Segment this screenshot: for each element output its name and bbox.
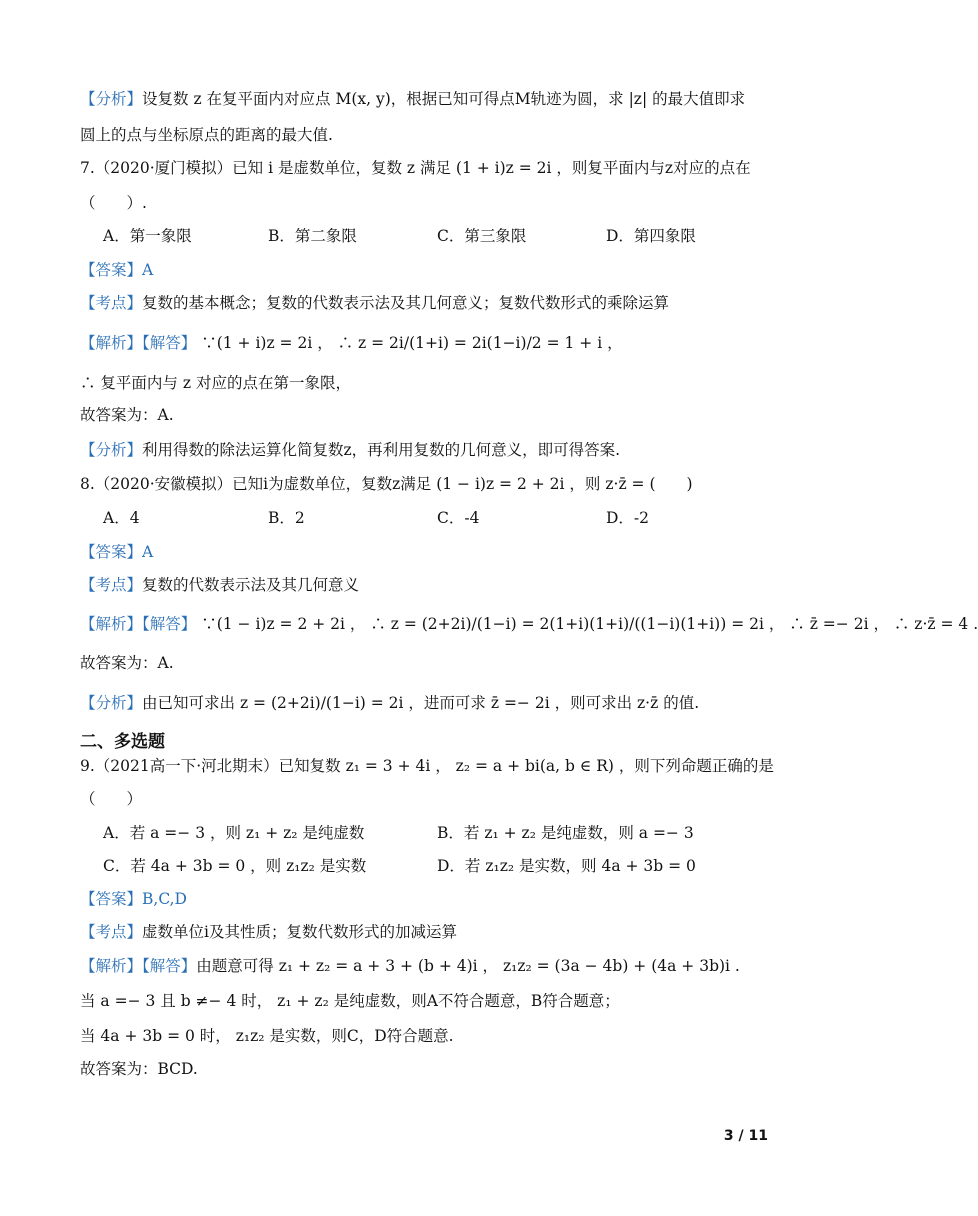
q8-option-b: B．2 [268, 509, 305, 527]
q7-option-a: A．第一象限 [103, 227, 192, 245]
q8-option-d: D．-2 [606, 509, 650, 527]
bracket-tag: 【考点】 [80, 576, 143, 594]
q9-option-b: B．若 z₁ + z₂ 是纯虚数，则 a =− 3 [437, 824, 694, 842]
q9-solution-line2: 当 a =− 3 且 b ≠− 4 时， z₁ + z₂ 是纯虚数，则A不符合题意，B符合题意； [80, 992, 620, 1010]
bracket-tag: 【考点】 [80, 294, 143, 312]
q9-solution-line3: 当 4a + 3b = 0 时， z₁z₂ 是实数，则C，D符合题意. [80, 1027, 454, 1045]
q7-option-d: D．第四象限 [606, 227, 696, 245]
q8-option-c: C．-4 [437, 509, 480, 527]
q8-solution: 【解析】【解答】 ∵(1 − i)z = 2 + 2i ， ∴ z = (2+2i)/(1−i) = 2(1+i)(1+i)/((1−i)(1+i)) = 2i ， ∴ z̄ =− 2i ， ∴ z·z̄ = 4 . [80, 615, 978, 633]
question-7-blank: （ ）. [80, 194, 147, 212]
bracket-tag: 【分析】 [80, 694, 143, 712]
question-9: 9.（2021高一下·河北期末）已知复数 z₁ = 3 + 4i ， z₂ = a + bi(a, b ∈ R) ，则下列命题正确的是 [80, 757, 774, 775]
q9-option-d: D．若 z₁z₂ 是实数，则 4a + 3b = 0 [437, 857, 696, 875]
question-7: 7.（2020·厦门模拟）已知 i 是虚数单位，复数 z 满足 (1 + i)z = 2i ，则复平面内与z对应的点在 [80, 159, 751, 177]
q8-option-a: A．4 [103, 509, 140, 527]
analysis-line-cont: 圆上的点与坐标原点的距离的最大值. [80, 126, 333, 144]
q9-conclusion: 故答案为：BCD. [80, 1060, 198, 1078]
q9-option-a: A．若 a =− 3 ，则 z₁ + z₂ 是纯虚数 [103, 824, 365, 842]
q7-knowledge-point: 【考点】复数的基本概念；复数的代数表示法及其几何意义；复数代数形式的乘除运算 [80, 294, 670, 312]
page-number: 3 / 11 [723, 1128, 768, 1144]
q7-conclusion: 故答案为：A. [80, 406, 174, 424]
bracket-tag: 【解析】【解答】 [80, 334, 197, 352]
q8-answer: 【答案】A [80, 543, 154, 561]
question-8: 8.（2020·安徽模拟）已知i为虚数单位，复数z满足 (1 − i)z = 2 + 2i ，则 z·z̄ = ( ) [80, 475, 693, 493]
bracket-tag: 【考点】 [80, 923, 143, 941]
q8-knowledge-point: 【考点】复数的代数表示法及其几何意义 [80, 576, 360, 594]
q7-solution-cont: ∴ 复平面内与 z 对应的点在第一象限， [80, 374, 351, 392]
q7-answer: 【答案】A [80, 261, 154, 279]
q9-knowledge-point: 【考点】虚数单位i及其性质；复数代数形式的加减运算 [80, 923, 457, 941]
bracket-tag: 【分析】 [80, 90, 143, 108]
q8-analysis: 【分析】由已知可求出 z = (2+2i)/(1−i) = 2i ，进而可求 z̄ =− 2i ，则可求出 z·z̄ 的值. [80, 694, 700, 712]
q7-analysis: 【分析】利用得数的除法运算化简复数z，再利用复数的几何意义，即可得答案. [80, 441, 621, 459]
section-heading: 二、多选题 [80, 732, 165, 752]
bracket-tag: 【解析】【解答】 [80, 615, 197, 633]
bracket-tag: 【解析】【解答】 [80, 957, 197, 975]
bracket-tag: 【分析】 [80, 441, 143, 459]
q9-solution: 【解析】【解答】由题意可得 z₁ + z₂ = a + 3 + (b + 4)i ， z₁z₂ = (3a − 4b) + (4a + 3b)i . [80, 957, 740, 975]
q7-option-c: C．第三象限 [437, 227, 527, 245]
q8-conclusion: 故答案为：A. [80, 654, 174, 672]
analysis-line: 【分析】设复数 z 在复平面内对应点 M(x, y)，根据已知可得点M轨迹为圆，求 |z| 的最大值即求 [80, 90, 746, 108]
q9-option-c: C．若 4a + 3b = 0 ，则 z₁z₂ 是实数 [103, 857, 367, 875]
question-9-blank: （ ） [80, 790, 143, 808]
q7-option-b: B．第二象限 [268, 227, 357, 245]
q9-answer: 【答案】B,C,D [80, 890, 187, 908]
q7-solution: 【解析】【解答】 ∵(1 + i)z = 2i ， ∴ z = 2i/(1+i) = 2i(1−i)/2 = 1 + i ， [80, 334, 623, 352]
